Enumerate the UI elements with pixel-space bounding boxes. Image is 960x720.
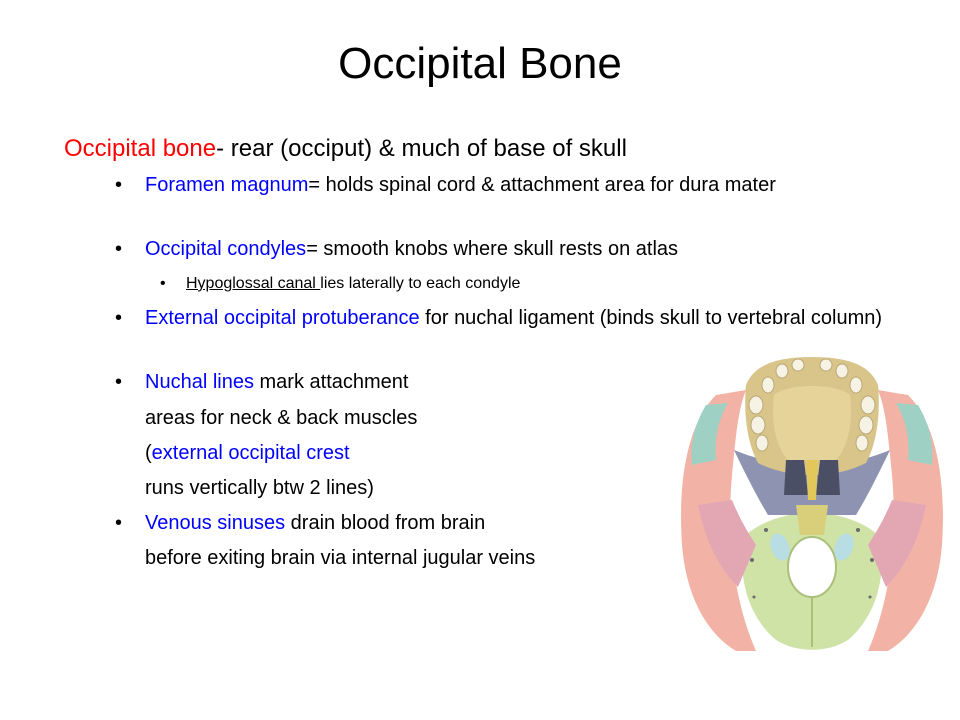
hypoglossal-canal-text: lies laterally to each condyle xyxy=(320,275,521,292)
bullet-dot: • xyxy=(160,275,166,292)
intro-term: Occipital bone xyxy=(64,135,217,162)
bullet-dot: • xyxy=(115,307,123,329)
protuberance-term: External occipital protuberance xyxy=(145,307,420,329)
venous-sinuses-line2: before exiting brain via internal jugular veins xyxy=(145,547,536,569)
hypoglossal-canal-term: Hypoglossal canal xyxy=(186,275,321,292)
nuchal-lines-line4: runs vertically btw 2 lines) xyxy=(145,477,374,499)
intro-line xyxy=(64,134,924,164)
paren-open: ( xyxy=(145,442,152,464)
occipital-condyles-term: Occipital condyles xyxy=(145,238,307,260)
bullet-dot: • xyxy=(115,512,123,534)
foramen-magnum-text: = holds spinal cord & attachment area for dura mater xyxy=(308,174,776,196)
skull-palate xyxy=(773,386,851,460)
intro-text: - rear (occiput) & much of base of skull xyxy=(216,135,627,162)
occipital-condyles-text: = smooth knobs where skull rests on atlas xyxy=(306,238,679,260)
nuchal-lines-term: Nuchal lines xyxy=(145,371,254,393)
slide-title: Occipital Bone xyxy=(338,39,622,88)
skull-vomer xyxy=(806,460,818,500)
bullet-dot: • xyxy=(115,174,123,196)
nuchal-lines-text: mark attachment xyxy=(253,371,409,393)
skull-basilar-part xyxy=(796,505,828,535)
venous-sinuses-text: drain blood from brain xyxy=(285,512,486,534)
foramen-magnum-term: Foramen magnum xyxy=(145,174,309,196)
nuchal-lines-line3 xyxy=(145,441,350,465)
bullet-dot: • xyxy=(115,371,123,393)
skull-base-illustration xyxy=(676,355,948,655)
venous-sinuses-term: Venous sinuses xyxy=(145,512,286,534)
foramen-magnum-shape xyxy=(788,537,836,597)
external-occipital-crest-term: external occipital crest xyxy=(151,442,350,464)
bullet-dot: • xyxy=(115,238,123,260)
nuchal-lines-line2: areas for neck & back muscles xyxy=(145,407,418,429)
protuberance-text: for nuchal ligament (binds skull to vertebral column) xyxy=(419,307,883,329)
